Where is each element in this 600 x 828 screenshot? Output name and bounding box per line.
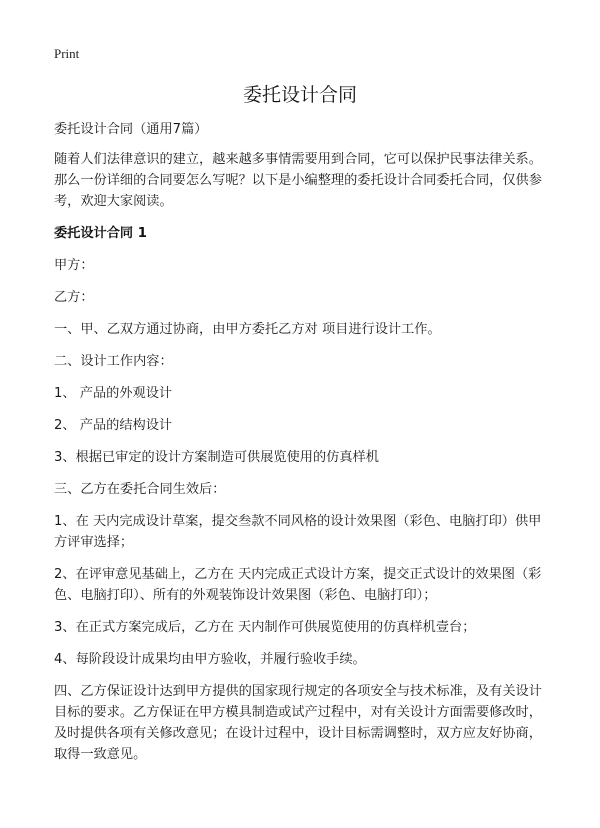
clause-3-heading: 三、乙方在委托合同生效后：	[54, 482, 226, 497]
clause-3-item-4: 4、每阶段设计成果均由甲方验收，并履行验收手续。	[54, 652, 366, 667]
document-subtitle: 委托设计合同（通用7篇）	[54, 122, 208, 137]
party-a-line: 甲方：	[54, 258, 94, 273]
clause-3-item-3: 3、在正式方案完成后，乙方在 天内制作可供展览使用的仿真样机壹台；	[54, 620, 476, 635]
intro-paragraph: 随着人们法律意识的建立，越来越多事情需要用到合同，它可以保护民事法律关系。那么一份详细的合同要怎么写呢？以下是小编整理的委托设计合同委托合同，仅供参考，欢迎大家阅读。	[54, 152, 542, 209]
clause-3-item-2: 2、在评审意见基础上，乙方在 天内完成正式设计方案，提交正式设计的效果图（彩色、电脑打印）、所有的外观装饰设计效果图（彩色、电脑打印）；	[54, 567, 542, 603]
document-title: 委托设计合同	[242, 84, 357, 106]
clause-2-item-2: 2、 产品的结构设计	[54, 418, 173, 433]
clause-2-item-3: 3、根据已审定的设计方案制造可供展览使用的仿真样机	[54, 450, 379, 465]
clause-3-item-1: 1、在 天内完成设计草案，提交叁款不同风格的设计效果图（彩色、电脑打印）供甲方评审选择；	[54, 514, 542, 550]
clause-4: 四、乙方保证设计达到甲方提供的国家现行规定的各项安全与技术标准，及有关设计目标的要求。乙方保证在甲方模具制造或试产过程中，对有关设计方面需要修改时，及时提供各项有关修改意见；在设计过程中，设计目标需调整时，双方应友好协商，取得一致意见。	[54, 684, 542, 762]
section-heading: 委托设计合同 1	[54, 226, 147, 241]
party-b-line: 乙方：	[54, 290, 94, 305]
clause-2-item-1: 1、 产品的外观设计	[54, 386, 173, 401]
clause-2-heading: 二、设计工作内容：	[54, 354, 173, 369]
clause-1: 一、甲、乙双方通过协商，由甲方委托乙方对 项目进行设计工作。	[54, 322, 441, 337]
print-link[interactable]: Print	[54, 46, 80, 61]
document-body	[54, 119, 548, 765]
